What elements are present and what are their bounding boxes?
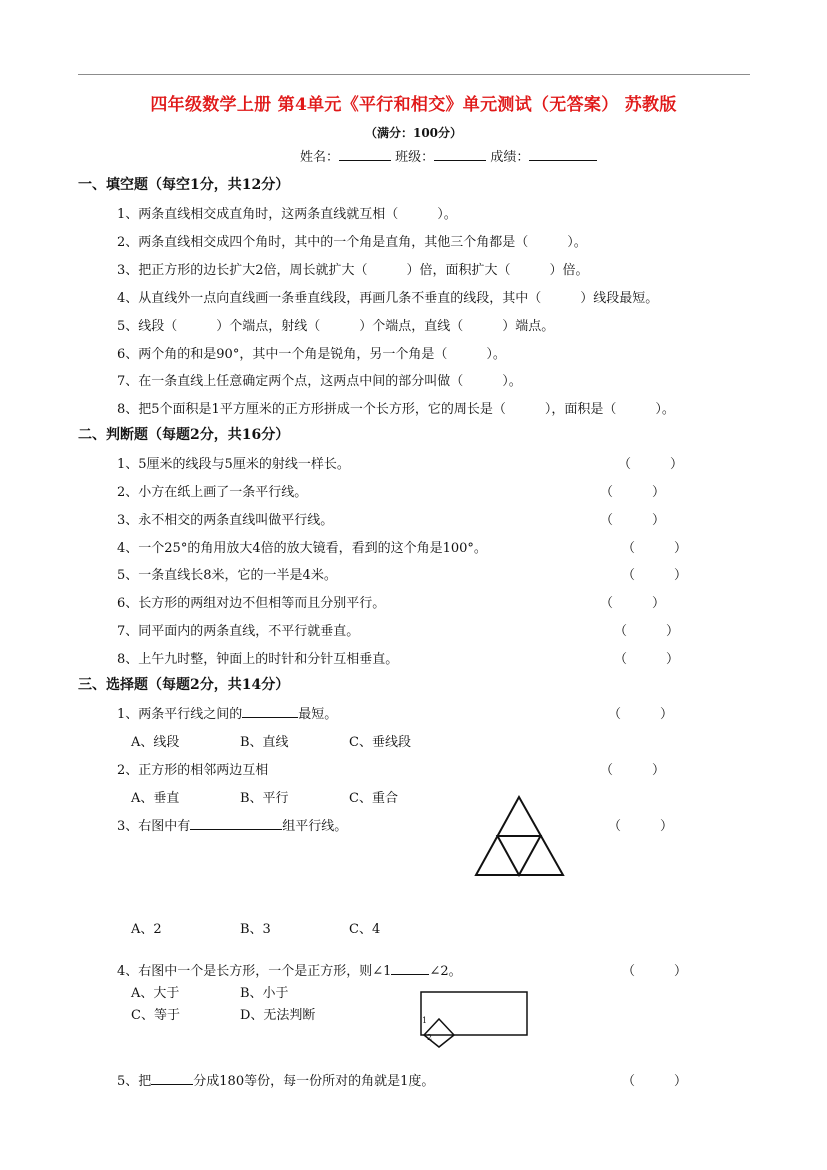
answer-paren[interactable]: （ ） — [608, 819, 674, 834]
fill-question: 2、两条直线相交成四个角时，其中的一个角是直角，其他三个角都是（ ）。 — [117, 235, 587, 250]
fill-question: 8、把5个面积是1平方厘米的正方形拼成一个长方形，它的周长是（ ），面积是（ ）。 — [117, 402, 675, 417]
name-blank[interactable] — [339, 147, 391, 161]
angle-1-label: 1 — [422, 1016, 428, 1025]
option-b[interactable]: B、平行 — [240, 791, 289, 806]
answer-paren[interactable]: （ ） — [622, 541, 688, 556]
answer-paren[interactable]: （ ） — [622, 568, 688, 583]
score-blank[interactable] — [529, 147, 597, 161]
score-label: 成绩： — [490, 150, 530, 165]
option-b[interactable]: B、3 — [240, 922, 271, 937]
section-fill-heading: 一、填空题（每空1分，共12分） — [78, 177, 290, 193]
fill-question: 4、从直线外一点向直线画一条垂直线段，再画几条不垂直的线段，其中（ ）线段最短。 — [117, 291, 659, 306]
choice-question-2: 2、正方形的相邻两边互相 — [117, 763, 269, 778]
option-a[interactable]: A、2 — [131, 922, 162, 937]
triangle-figure — [474, 795, 566, 877]
header-rule — [78, 74, 750, 75]
judge-question: 7、同平面内的两条直线，不平行就垂直。 — [117, 624, 360, 639]
answer-paren[interactable]: （ ） — [622, 964, 688, 979]
judge-question: 8、上午九时整，钟面上的时针和分针互相垂直。 — [117, 652, 399, 667]
option-c[interactable]: C、4 — [349, 922, 381, 937]
answer-paren[interactable]: （ ） — [608, 707, 674, 722]
option-c[interactable]: C、等于 — [131, 1008, 180, 1023]
answer-paren[interactable]: （ ） — [614, 652, 680, 667]
student-info — [300, 146, 597, 165]
fill-question: 5、线段（ ）个端点，射线（ ）个端点，直线（ ）端点。 — [117, 319, 555, 334]
answer-blank[interactable] — [242, 704, 298, 718]
fill-question: 1、两条直线相交成直角时，这两条直线就互相（ ）。 — [117, 207, 457, 222]
choice-question-5: 5、把 分成180等份，每一份所对的角就是1度。 — [117, 1070, 434, 1089]
answer-paren[interactable]: （ ） — [600, 485, 666, 500]
choice-question-3: 3、右图中有 组平行线。 — [117, 815, 347, 834]
judge-question: 2、小方在纸上画了一条平行线。 — [117, 485, 308, 500]
class-blank[interactable] — [434, 147, 486, 161]
judge-question: 1、5厘米的线段与5厘米的射线一样长。 — [117, 457, 350, 472]
option-d[interactable]: D、无法判断 — [240, 1008, 316, 1023]
answer-paren[interactable]: （ ） — [600, 763, 666, 778]
choice-question-4: 4、右图中一个是长方形，一个是正方形，则∠1 ∠2。 — [117, 960, 462, 979]
fill-question: 6、两个角的和是90°，其中一个角是锐角，另一个角是（ ）。 — [117, 347, 506, 362]
name-label: 姓名： — [300, 150, 340, 165]
option-b[interactable]: B、小于 — [240, 986, 289, 1001]
answer-blank[interactable] — [190, 816, 282, 830]
answer-blank[interactable] — [391, 961, 429, 975]
rectangle-square-figure — [415, 990, 530, 1048]
angle-2-label: 2 — [427, 1033, 433, 1042]
option-a[interactable]: A、大于 — [131, 986, 180, 1001]
section-judge-heading: 二、判断题（每题2分，共16分） — [78, 427, 290, 443]
option-a[interactable]: A、线段 — [131, 735, 180, 750]
option-c[interactable]: C、重合 — [349, 791, 398, 806]
judge-question: 3、永不相交的两条直线叫做平行线。 — [117, 513, 334, 528]
class-label: 班级： — [395, 150, 435, 165]
fill-question: 7、在一条直线上任意确定两个点，这两点中间的部分叫做（ ）。 — [117, 374, 522, 389]
judge-question: 4、一个25°的角用放大4倍的放大镜看，看到的这个角是100°。 — [117, 541, 487, 556]
choice-question-1: 1、两条平行线之间的 最短。 — [117, 703, 337, 722]
full-score-note: （满分：100分） — [364, 126, 463, 140]
option-b[interactable]: B、直线 — [240, 735, 289, 750]
answer-paren[interactable]: （ ） — [600, 513, 666, 528]
answer-paren[interactable]: （ ） — [622, 1074, 688, 1089]
fill-question: 3、把正方形的边长扩大2倍，周长就扩大（ ）倍，面积扩大（ ）倍。 — [117, 263, 589, 278]
answer-blank[interactable] — [151, 1071, 193, 1085]
section-choice-heading: 三、选择题（每题2分，共14分） — [78, 677, 290, 693]
option-a[interactable]: A、垂直 — [131, 791, 180, 806]
answer-paren[interactable]: （ ） — [618, 457, 684, 472]
judge-question: 6、长方形的两组对边不但相等而且分别平行。 — [117, 596, 386, 611]
judge-question: 5、一条直线长8米，它的一半是4米。 — [117, 568, 337, 583]
page-title: 四年级数学上册 第4单元《平行和相交》单元测试（无答案） 苏教版 — [150, 95, 677, 115]
option-c[interactable]: C、垂线段 — [349, 735, 411, 750]
answer-paren[interactable]: （ ） — [600, 596, 666, 611]
answer-paren[interactable]: （ ） — [614, 624, 680, 639]
